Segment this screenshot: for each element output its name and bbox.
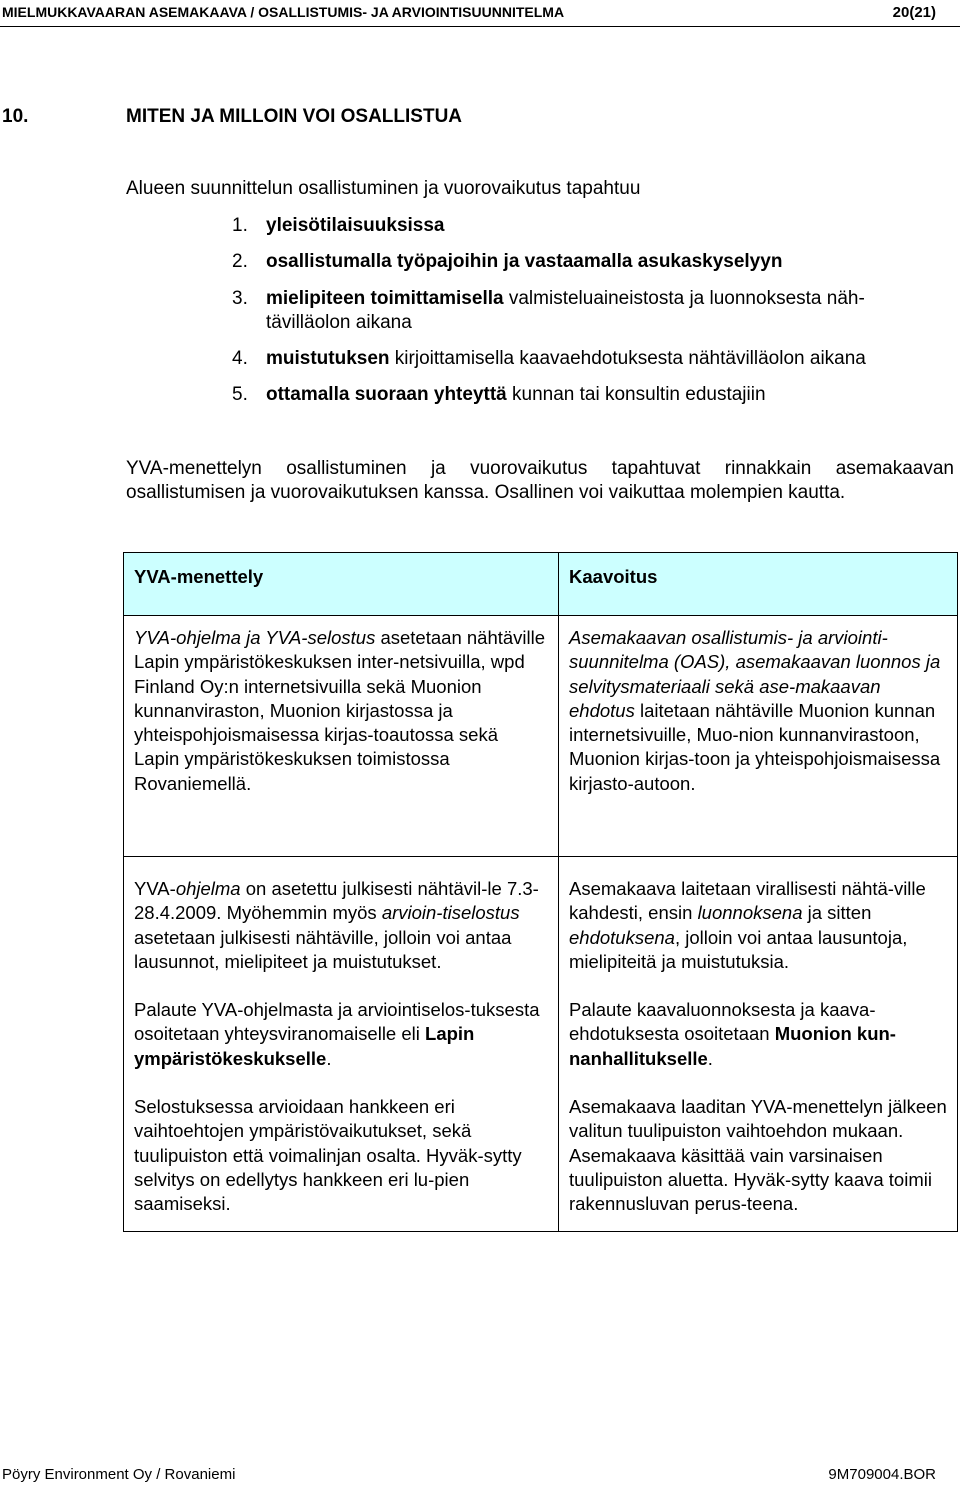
- table-cell: [559, 857, 958, 1232]
- list-item: [232, 383, 944, 407]
- footer-document-code: 9M709004.BOR: [828, 1466, 936, 1483]
- table-row: [124, 616, 958, 857]
- list-item-text: valmisteluaineistosta ja luonnoksesta näh-tävilläolon aikana: [266, 288, 865, 333]
- list-item: [232, 214, 944, 238]
- list-item-text: kirjoittamisella kaavaehdotuksesta nähtävilläolon aikana: [389, 348, 866, 369]
- cell-italic: ohjelma: [175, 878, 241, 899]
- cell-text: asetetaan nähtäville Lapin ympäristökeskuksen inter-netsivuilla, wpd Finland Oy:n internetsivuilla sekä Muonion kunnanviraston, Muonion kirjastossa ja yhteispohjoismaisessa kirjas-toautossa sekä Lapin ympäristökeskuksen toimistossa Rovaniemellä.: [134, 627, 546, 794]
- yva-paragraph: YVA-menettelyn osallistuminen ja vuorovaikutus tapahtuvat rinnakkain asemakaavan osallistumisen ja vuorovaikutuksen kanssa. Osallinen voi vaikuttaa molempien kautta.: [126, 458, 954, 503]
- column-header-yva: YVA-menettely: [124, 553, 559, 616]
- cell-paragraph: [569, 877, 947, 974]
- list-item-bold: muistutuksen: [266, 348, 390, 369]
- list-item-bold: mielipiteen toimittamisella: [266, 288, 504, 309]
- list-item-bold: osallistumalla työpajoihin ja vastaamalla asukaskyselyyn: [266, 251, 783, 272]
- table-cell: [124, 857, 559, 1232]
- cell-italic: arvioin-tiselostus: [381, 902, 520, 924]
- list-item-text: kunnan tai konsultin edustajiin: [506, 384, 766, 405]
- cell-paragraph: [569, 998, 947, 1071]
- list-item: [232, 347, 944, 371]
- page-number: 20(21): [892, 4, 936, 21]
- section-title: MITEN JA MILLOIN VOI OSALLISTUA: [126, 106, 463, 127]
- header-divider: [0, 26, 960, 27]
- cell-text: Palaute YVA-ohjelmasta ja arviointiselos-tuksesta osoitetaan yhteysviranomaiselle eli: [134, 999, 540, 1045]
- list-item-number: 1.: [232, 215, 248, 236]
- cell-text: on asetettu julkisesti nähtävil-le 7.3-28.4.2009. Myöhemmin myös: [134, 878, 539, 924]
- footer-company: Pöyry Environment Oy / Rovaniemi: [2, 1466, 236, 1483]
- list-item-number: 3.: [232, 288, 248, 309]
- cell-paragraph: Selostuksessa arvioidaan hankkeen eri vaihtoehtojen ympäristövaikutukset, sekä tuulipuiston että voimalinjan osalta. Hyväk-sytty selvitys on edellytys hankkeen eri lu-pien saamiseksi.: [134, 1096, 522, 1215]
- cell-text: .: [326, 1047, 332, 1069]
- list-item: [232, 250, 944, 274]
- cell-paragraph: [134, 877, 548, 974]
- cell-text: .: [707, 1047, 713, 1069]
- cell-text: ja sitten: [802, 902, 872, 924]
- column-header-kaavoitus: Kaavoitus: [559, 553, 958, 616]
- list-item-bold: ottamalla suoraan yhteyttä: [266, 384, 507, 405]
- cell-bold: Muonion kun-nanhallitukselle: [569, 1023, 896, 1069]
- cell-italic: YVA-ohjelma ja YVA-selostus: [134, 627, 376, 648]
- cell-text: laitetaan nähtäville Muonion kunnan internetsivuille, Muo-nion kunnanvirastoon, Muonion kirjas-toon ja yhteispohjoismaisessa kirjasto-autoon.: [569, 699, 941, 794]
- cell-text: Palaute kaavaluonnoksesta ja kaava-ehdotuksesta osoitetaan: [569, 999, 876, 1045]
- cell-text: asetetaan julkisesti nähtäville, jolloin voi antaa lausunnot, mielipiteet ja muistutukset.: [134, 926, 512, 972]
- list-item-number: 4.: [232, 348, 248, 369]
- table-header-row: [124, 553, 958, 616]
- cell-italic: luonnoksena: [697, 902, 803, 924]
- cell-text: Asemakaava laitetaan virallisesti nähtä-ville kahdesti, ensin: [569, 878, 926, 924]
- cell-paragraph: Asemakaava laaditan YVA-menettelyn jälkeen valitun tuulipuiston vaihtoehdon mukaan. Asemakaava käsittää vain varsinaisen tuulipuiston aluetta. Hyväk-sytty kaava toimii rakennusluvan perus-teena.: [569, 1096, 947, 1215]
- list-item-number: 2.: [232, 251, 248, 272]
- table-cell: [559, 616, 958, 857]
- document-header-title: MIELMUKKAVAARAN ASEMAKAAVA / OSALLISTUMIS- JA ARVIOINTISUUNNITELMA: [2, 4, 565, 20]
- list-item-bold: yleisötilaisuuksissa: [266, 215, 445, 236]
- cell-italic: ehdotuksena: [569, 926, 675, 948]
- cell-bold: Lapin ympäristökeskukselle: [134, 1023, 475, 1069]
- participation-list: [232, 214, 944, 407]
- table-row: [124, 857, 958, 1232]
- list-item: [232, 287, 944, 335]
- section-number: 10.: [2, 106, 29, 127]
- cell-text: , jolloin voi antaa lausuntoja, mielipiteitä ja muistutuksia.: [569, 926, 908, 972]
- participation-table: [123, 552, 958, 1232]
- cell-text: YVA-: [134, 878, 176, 899]
- list-item-number: 5.: [232, 384, 248, 405]
- table-cell: [124, 616, 559, 857]
- cell-paragraph: [134, 998, 548, 1071]
- intro-text: Alueen suunnittelun osallistuminen ja vuorovaikutus tapahtuu: [126, 178, 641, 199]
- cell-italic: Asemakaavan osallistumis- ja arviointi-suunnitelma (OAS), asemakaavan luonnos ja selvitysmateriaali sekä ase-makaavan ehdotus: [569, 627, 941, 721]
